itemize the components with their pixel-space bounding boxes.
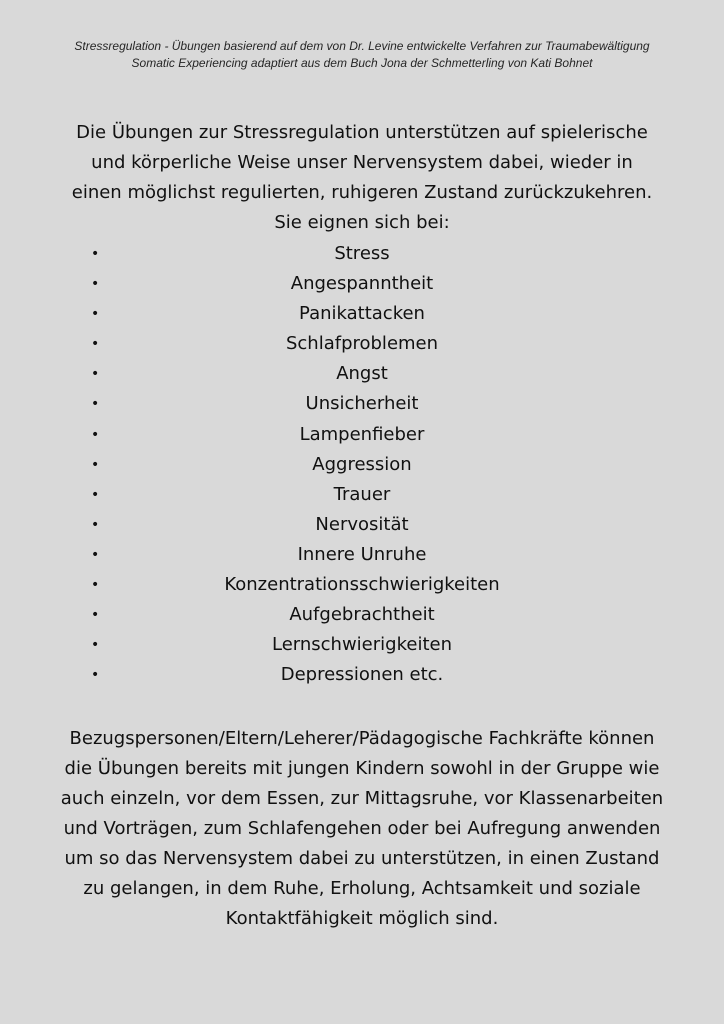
list-item-label: Angespanntheit [290, 273, 434, 295]
list-item-label: Lernschwierigkeiten [272, 634, 452, 656]
list-item [0, 420, 688, 450]
list-item [0, 630, 688, 660]
list-item [0, 480, 688, 510]
bullet-icon: • [91, 667, 100, 684]
list-item-label: Depressionen etc. [280, 664, 444, 686]
list-item [0, 660, 688, 690]
page-header [0, 38, 724, 72]
list-item [0, 600, 688, 630]
list-item-label: Schlafproblemen [285, 333, 439, 355]
bullet-icon: • [91, 246, 100, 262]
bullet-icon: • [91, 426, 100, 443]
symptom-list [0, 239, 724, 690]
bullet-icon: • [91, 366, 100, 383]
header-line-1: Stressregulation - Übungen basierend auf dem von Dr. Levine entwickelte Verfahren zur Traumabewältigung [74, 39, 650, 53]
outro-paragraph: Bezugspersonen/Eltern/Leherer/Pädagogische Fachkräfte können die Übungen bereits mit jungen Kindern sowohl in der Gruppe wie auch einzeln, vor dem Essen, zur Mittagsruhe, vor Klassenarbeiten und Vorträgen, zum Schlafengehen oder bei Aufregung anwenden um so das Nervensystem dabei zu unterstützen, in einen Zustand zu gelangen, in dem Ruhe, Erholung, Achtsamkeit und soziale Kontaktfähigkeit möglich sind. [60, 728, 664, 929]
list-item [0, 239, 688, 269]
list-item-label: Aufgebrachtheit [289, 604, 435, 626]
list-item [0, 450, 688, 480]
list-item [0, 359, 688, 389]
list-item [0, 389, 688, 419]
list-item-label: Angst [336, 363, 388, 385]
bullet-icon: • [91, 336, 100, 353]
list-item [0, 510, 688, 540]
bullet-icon: • [91, 486, 100, 503]
list-item-label: Aggression [312, 453, 412, 475]
list-item-label: Unsicherheit [305, 393, 419, 415]
list-item [0, 299, 688, 329]
list-item-label: Trauer [333, 483, 391, 505]
bullet-icon: • [91, 637, 100, 654]
bullet-icon: • [91, 276, 100, 293]
bullet-icon: • [91, 607, 100, 624]
bullet-icon: • [91, 306, 100, 323]
intro-paragraph: Die Übungen zur Stressregulation unterstützen auf spielerische und körperliche Weise unser Nervensystem dabei, wieder in einen möglichst regulierten, ruhigeren Zustand zurückzukehren. Sie eignen sich bei: [71, 122, 653, 233]
list-item-label: Stress [334, 243, 390, 264]
list-item-label: Konzentrationsschwierigkeiten [224, 574, 500, 596]
list-item-label: Panikattacken [299, 303, 425, 325]
list-item-label: Nervosität [315, 513, 409, 535]
list-item-label: Innere Unruhe [297, 543, 427, 565]
list-item [0, 570, 688, 600]
bullet-icon: • [91, 516, 100, 533]
list-item [0, 540, 688, 570]
bullet-icon: • [91, 577, 100, 594]
bullet-icon: • [91, 546, 100, 563]
bullet-icon: • [91, 456, 100, 473]
header-line-2: Somatic Experiencing adaptiert aus dem Buch Jona der Schmetterling von Kati Bohnet [131, 56, 593, 70]
bullet-icon: • [91, 396, 100, 413]
list-item [0, 329, 688, 359]
list-item [0, 269, 688, 299]
list-item-label: Lampenfieber [299, 423, 425, 445]
